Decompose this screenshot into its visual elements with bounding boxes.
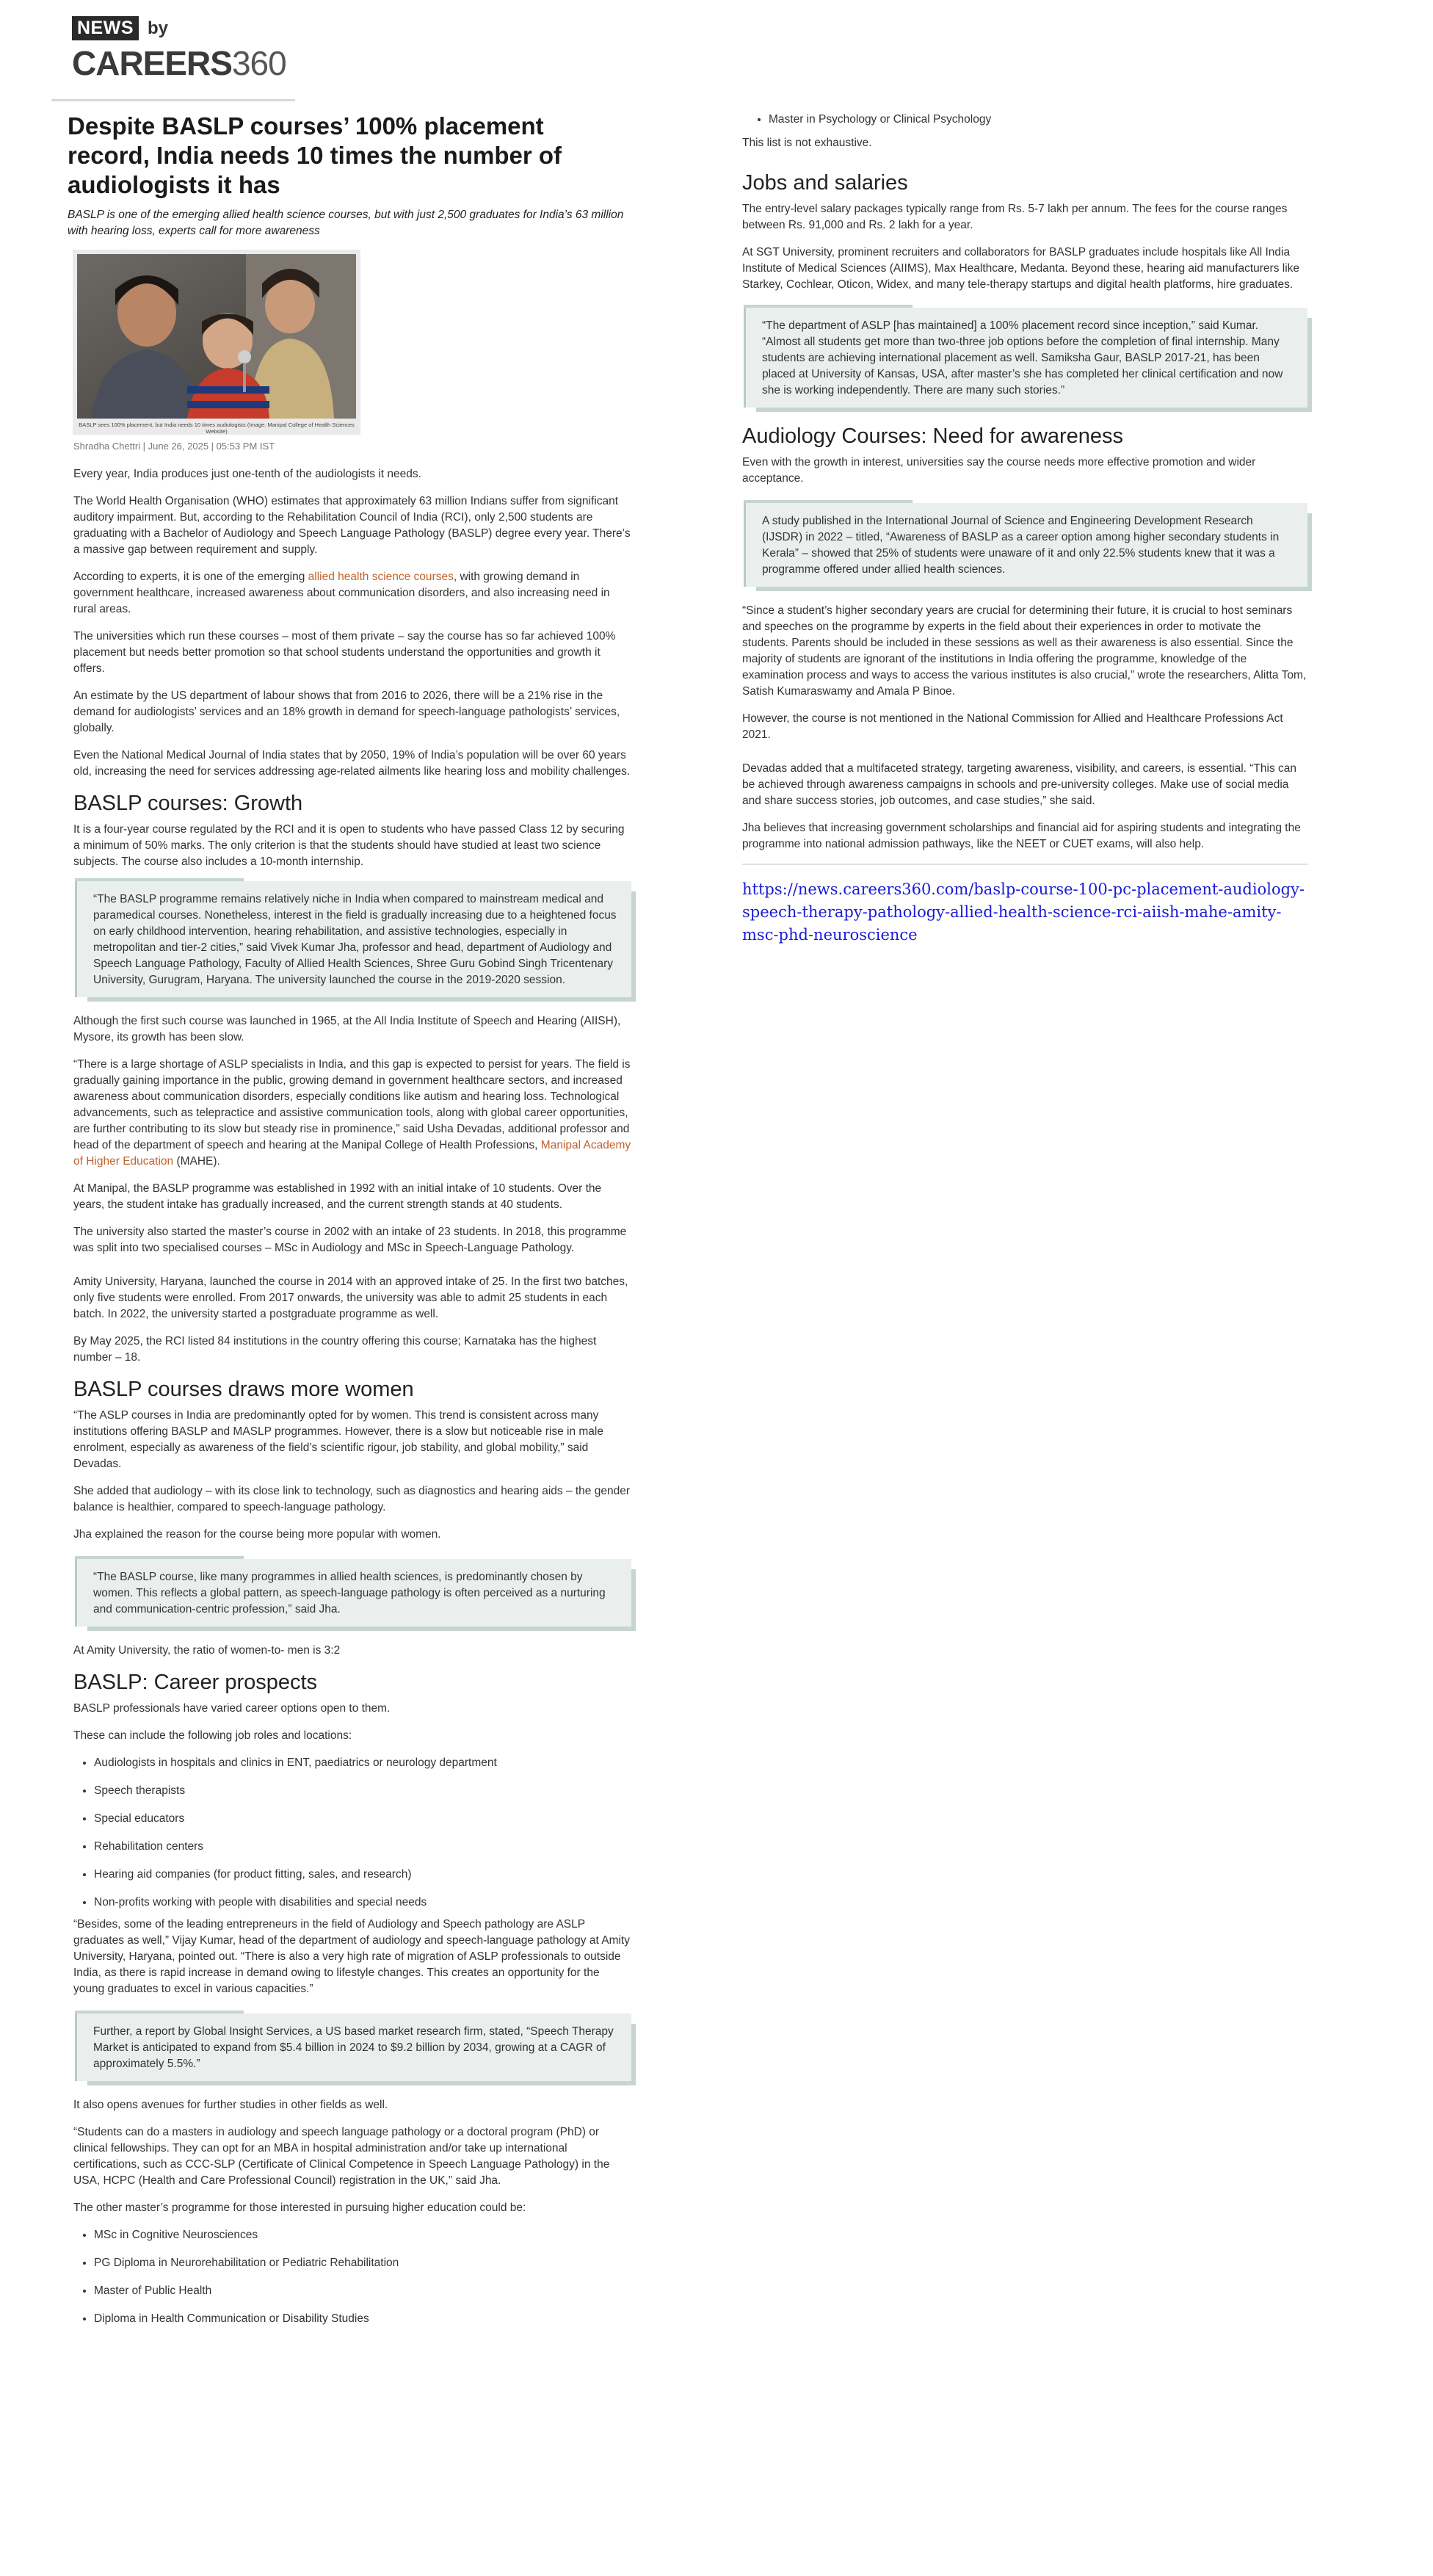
growth-quote: “The BASLP programme remains relatively niche in India when compared to mainstream medical and paramedical courses. Nonetheless, interest in the field is gradually increasing due to a heightened focus on early childhood intervention, hearing rehabilitation, and assistive technologies, especially in metropolitan and tier-2 cities,” said Vivek Kumar Jha, professor and head, department of Audiology and Speech Language Pathology, Faculty of Allied Health Sciences, Shree Guru Gobind Singh Tricentenary University, Gurugram, Haryana. The university launched the course in the 2019-2020 session. — [75, 881, 631, 997]
career-list — [73, 1755, 631, 1911]
list-item: • Audiologists in hospitals and clinics in ENT, paediatrics or neurology department — [94, 1755, 631, 1771]
left-column — [68, 112, 631, 2339]
list-item: • Speech therapists — [94, 1783, 631, 1799]
intro-paragraph-4: An estimate by the US department of labour shows that from 2016 to 2026, there will be a 21% rise in the demand for audiologists’ services and an 18% growth in demand for speech-language pathologists’ services, globally. — [73, 690, 620, 734]
list-item: • Rehabilitation centers — [94, 1839, 631, 1855]
jobs-paragraph-2: At SGT University, prominent recruiters and collaborators for BASLP graduates include hospitals like All India Institute of Medical Sciences (AIIMS), Max Healthcare, Medanta. Beyond these, hearing aid manufacturers like Starkey, Cochlear, Oticon, Widex, and many tele-therapy startups and digital health platforms, hire graduates. — [742, 246, 1300, 291]
mahe-link[interactable]: Manipal Academy of Higher Education — [73, 1139, 631, 1168]
allied-health-link[interactable]: allied health science courses — [308, 571, 454, 583]
growth-heading: BASLP courses: Growth — [73, 792, 303, 815]
jobs-heading: Jobs and salaries — [742, 171, 908, 195]
masters-list-continued — [748, 112, 1307, 128]
career-paragraph-3: “Besides, some of the leading entrepreneurs in the field of Audiology and Speech pathology are ASLP graduates as well,” Vijay Kumar, head of the department of audiology and speech-language pathology at Amity University, Haryana, pointed out. “There is also a very high rate of migration of ASLP professionals to outside India, as there is rapid increase in demand owing to lifestyle changes. This creates an opportunity for the young graduates to excel in various capacities.” — [73, 1918, 630, 1995]
awareness-paragraph-1: Even with the growth in interest, universities say the course needs more effective promotion and wider acceptance. — [742, 456, 1256, 485]
jobs-quote: “The department of ASLP [has maintained] a 100% placement record since inception,” said Kumar. “Almost all students get more than two-three job options before the completion of final internship. Many students are achieving international placement as well. Samiksha Gaur, BASLP 2017-21, has been placed at University of Kansas, USA, after master’s she has completed her clinical certification and now she is working independently. There are many such stories.” — [744, 308, 1307, 408]
growth-paragraph-5: The university also started the master’s course in 2002 with an intake of 23 students. In 2018, this programme was split into two specialised courses – MSc in Audiology and MSc in Speech-Language Pathology. — [73, 1226, 627, 1254]
list-item: • Special educators — [94, 1811, 631, 1827]
women-paragraph-2: She added that audiology – with its close link to technology, such as diagnostics and hearing aids – the gender balance is healthier, compared to speech-language pathology. — [73, 1485, 630, 1513]
right-column — [742, 112, 1307, 947]
awareness-paragraph-4: Devadas added that a multifaceted strategy, targeting awareness, visibility, and careers, is essential. “This can be achieved through awareness campaigns in schools and pre-university colleges. Make use of social media and share success stories, job outcomes, and case studies,” she said. — [742, 762, 1296, 807]
article-standfirst: BASLP is one of the emerging allied health science courses, but with just 2,500 graduates for India’s 63 million with hearing loss, experts call for more awareness — [68, 209, 624, 237]
source-url-link[interactable]: https://news.careers360.com/baslp-course-100-pc-placement-audiology-speech-therapy-pathology-allied-health-science-rci-aiish-mahe-amity-msc-phd-neuroscience — [742, 880, 1305, 944]
women-paragraph-1: “The ASLP courses in India are predominantly opted for by women. This trend is consistent across many institutions offering BASLP and MASLP programmes. However, there is a slow but noticeable rise in male enrolment, especially as awareness of the field’s scientific rigour, job stability, and global mobility,” said Devadas. — [73, 1409, 603, 1470]
career-paragraph-2: These can include the following job roles and locations: — [73, 1729, 352, 1742]
byline: Shradha Chettri | June 26, 2025 | 05:53 PM IST — [73, 441, 275, 452]
women-ratio: At Amity University, the ratio of women-to- men is 3:2 — [73, 1644, 341, 1657]
list-item: • Non-profits working with people with disabilities and special needs — [94, 1895, 631, 1911]
list-item: • Master in Psychology or Clinical Psychology — [769, 112, 1307, 128]
growth-paragraph-3: “There is a large shortage of ASLP specialists in India, and this gap is expected to persist for years. The field is gradually gaining importance in the public, growing demand in government healthcare sectors, and increased awareness about communication disorders, especially conditions like autism and hearing loss. Technological advancements, such as telepractice and assistive communication tools, along with global career opportunities, are further contributing to its slow but steady rise in prominence,” said Usha Devadas, additional professor and head of the department of speech and hearing at the Manipal College of Health Professions, Manipal Academy of Higher Education (MAHE). — [73, 1058, 631, 1168]
careers360-wordmark: CAREERS360 — [72, 44, 286, 82]
intro-paragraph-5: Even the National Medical Journal of India states that by 2050, 19% of India’s population will be over 60 years old, increasing the need for services addressing age-related ailments like hearing loss and mobility challenges. — [73, 749, 631, 778]
growth-paragraph-7: By May 2025, the RCI listed 84 institutions in the country offering this course; Karnataka has the highest number – 18. — [73, 1335, 597, 1364]
career-paragraph-5: “Students can do a masters in audiology and speech language pathology or a doctoral program (PhD) or clinical fellowships. They can opt for an MBA in hospital administration and/or take up international certifications, such as CCC-SLP (Certificate of Clinical Competence in Speech Language Pathology) in the USA, HCPC (Health and Care Professional Council) registration in the UK,” said Jha. — [73, 2126, 610, 2187]
jobs-paragraph-1: The entry-level salary packages typically range from Rs. 5-7 lakh per annum. The fees for the course ranges between Rs. 91,000 and Rs. 2 lakh for a year. — [742, 203, 1288, 231]
women-quote: “The BASLP course, like many programmes in allied health sciences, is predominantly chosen by women. This reflects a global pattern, as speech-language pathology is often perceived as a nurturing and communication-centric profession,” said Jha. — [75, 1559, 631, 1627]
news-badge: NEWS — [72, 16, 139, 40]
experts-paragraph: According to experts, it is one of the emerging allied health science courses, with growing demand in government healthcare, increased awareness about communication disorders, and also increasing need in rural areas. — [73, 571, 610, 615]
careers360-logo[interactable] — [72, 16, 285, 82]
growth-paragraph-6: Amity University, Haryana, launched the course in 2014 with an approved intake of 25. In the first two batches, only five students were enrolled. From 2017 onwards, the university was able to admit 25 students in each batch. In 2022, the university started a postgraduate programme as well. — [73, 1276, 628, 1320]
awareness-paragraph-2: “Since a student’s higher secondary years are crucial for determining their future, it is crucial to host seminars and speeches on the programme by experts in the field about their experiences in order to motivate the students. Parents should be included in these sessions as well as their awareness is also essential. Since the majority of students are ignorant of the institutions in India offering the programme, knowledge of the examination process and ways to access the various institutes is also crucial,” wrote the researchers, Alitta Tom, Satish Kumaraswamy and Amala P Binoe. — [742, 604, 1307, 698]
list-item: • Diploma in Health Communication or Disability Studies — [94, 2311, 631, 2327]
photo-caption: BASLP sees 100% placement, but India needs 10 times audiologists (Image: Manipal College of Health Sciences Website) — [79, 422, 355, 435]
women-heading: BASLP courses draws more women — [73, 1378, 414, 1401]
not-exhaustive-note: This list is not exhaustive. — [742, 137, 872, 149]
intro-paragraph-1: Every year, India produces just one-tenth of the audiologists it needs. — [73, 468, 421, 480]
awareness-heading: Audiology Courses: Need for awareness — [742, 424, 1124, 448]
intro-paragraph-2: The World Health Organisation (WHO) estimates that approximately 63 million Indians suffer from significant auditory impairment. But, according to the Rehabilitation Council of India (RCI), only 2,500 students are graduating with a Bachelor of Audiology and Speech Language Pathology (BASLP) degree every year. There’s a massive gap between requirement and supply. — [73, 495, 631, 556]
growth-paragraph-4: At Manipal, the BASLP programme was established in 1992 with an initial intake of 10 students. Over the years, the student intake has gradually increased, and the current strength stands at 40 students. — [73, 1182, 602, 1211]
by-label: by — [148, 18, 169, 38]
list-item: • Master of Public Health — [94, 2283, 631, 2299]
article-photo — [73, 250, 360, 435]
header-divider — [51, 99, 295, 101]
photo-image — [77, 254, 356, 419]
list-item: • PG Diploma in Neurorehabilitation or Pediatric Rehabilitation — [94, 2255, 631, 2271]
awareness-paragraph-5: Jha believes that increasing government scholarships and financial aid for aspiring students and integrating the programme into national admission pathways, like the NEET or CUET exams, will also help. — [742, 822, 1301, 850]
career-paragraph-6: The other master’s programme for those interested in pursuing higher education could be: — [73, 2201, 526, 2214]
list-item: • Hearing aid companies (for product fitting, sales, and research) — [94, 1867, 631, 1883]
intro-paragraph-3: The universities which run these courses – most of them private – say the course has so far achieved 100% placement but needs better promotion so that school students understand the opportunities and growth it offers. — [73, 630, 616, 675]
career-quote: Further, a report by Global Insight Services, a US based market research firm, stated, “Speech Therapy Market is anticipated to expand from $5.4 billion in 2024 to $9.2 billion by 2034, growing at a CAGR of approximately 5.5%.” — [75, 2014, 631, 2081]
growth-paragraph-1: It is a four-year course regulated by the RCI and it is open to students who have passed Class 12 by securing a minimum of 50% marks. The only criterion is that the students should have studied at least two science subjects. The course also includes a 10-month internship. — [73, 823, 625, 868]
career-heading: BASLP: Career prospects — [73, 1671, 318, 1694]
article-title: Despite BASLP courses’ 100% placement record, India needs 10 times the number of audiologists it has — [68, 112, 562, 198]
divider — [742, 864, 1307, 865]
masters-list — [73, 2227, 631, 2327]
awareness-quote: A study published in the International Journal of Science and Engineering Development Research (IJSDR) in 2022 – titled, “Awareness of BASLP as a career option among higher secondary students in Kerala” – showed that 25% of students were unaware of it and only 22.5% students knew that it was a programme offered under allied health sciences. — [744, 503, 1307, 587]
awareness-paragraph-3: However, the course is not mentioned in the National Commission for Allied and Healthcare Professions Act 2021. — [742, 712, 1283, 741]
growth-paragraph-2: Although the first such course was launched in 1965, at the All India Institute of Speech and Hearing (AIISH), Mysore, its growth has been slow. — [73, 1015, 621, 1043]
career-paragraph-1: BASLP professionals have varied career options open to them. — [73, 1702, 391, 1715]
women-paragraph-3: Jha explained the reason for the course being more popular with women. — [73, 1528, 441, 1541]
list-item: • MSc in Cognitive Neurosciences — [94, 2227, 631, 2243]
career-paragraph-4: It also opens avenues for further studies in other fields as well. — [73, 2099, 388, 2111]
